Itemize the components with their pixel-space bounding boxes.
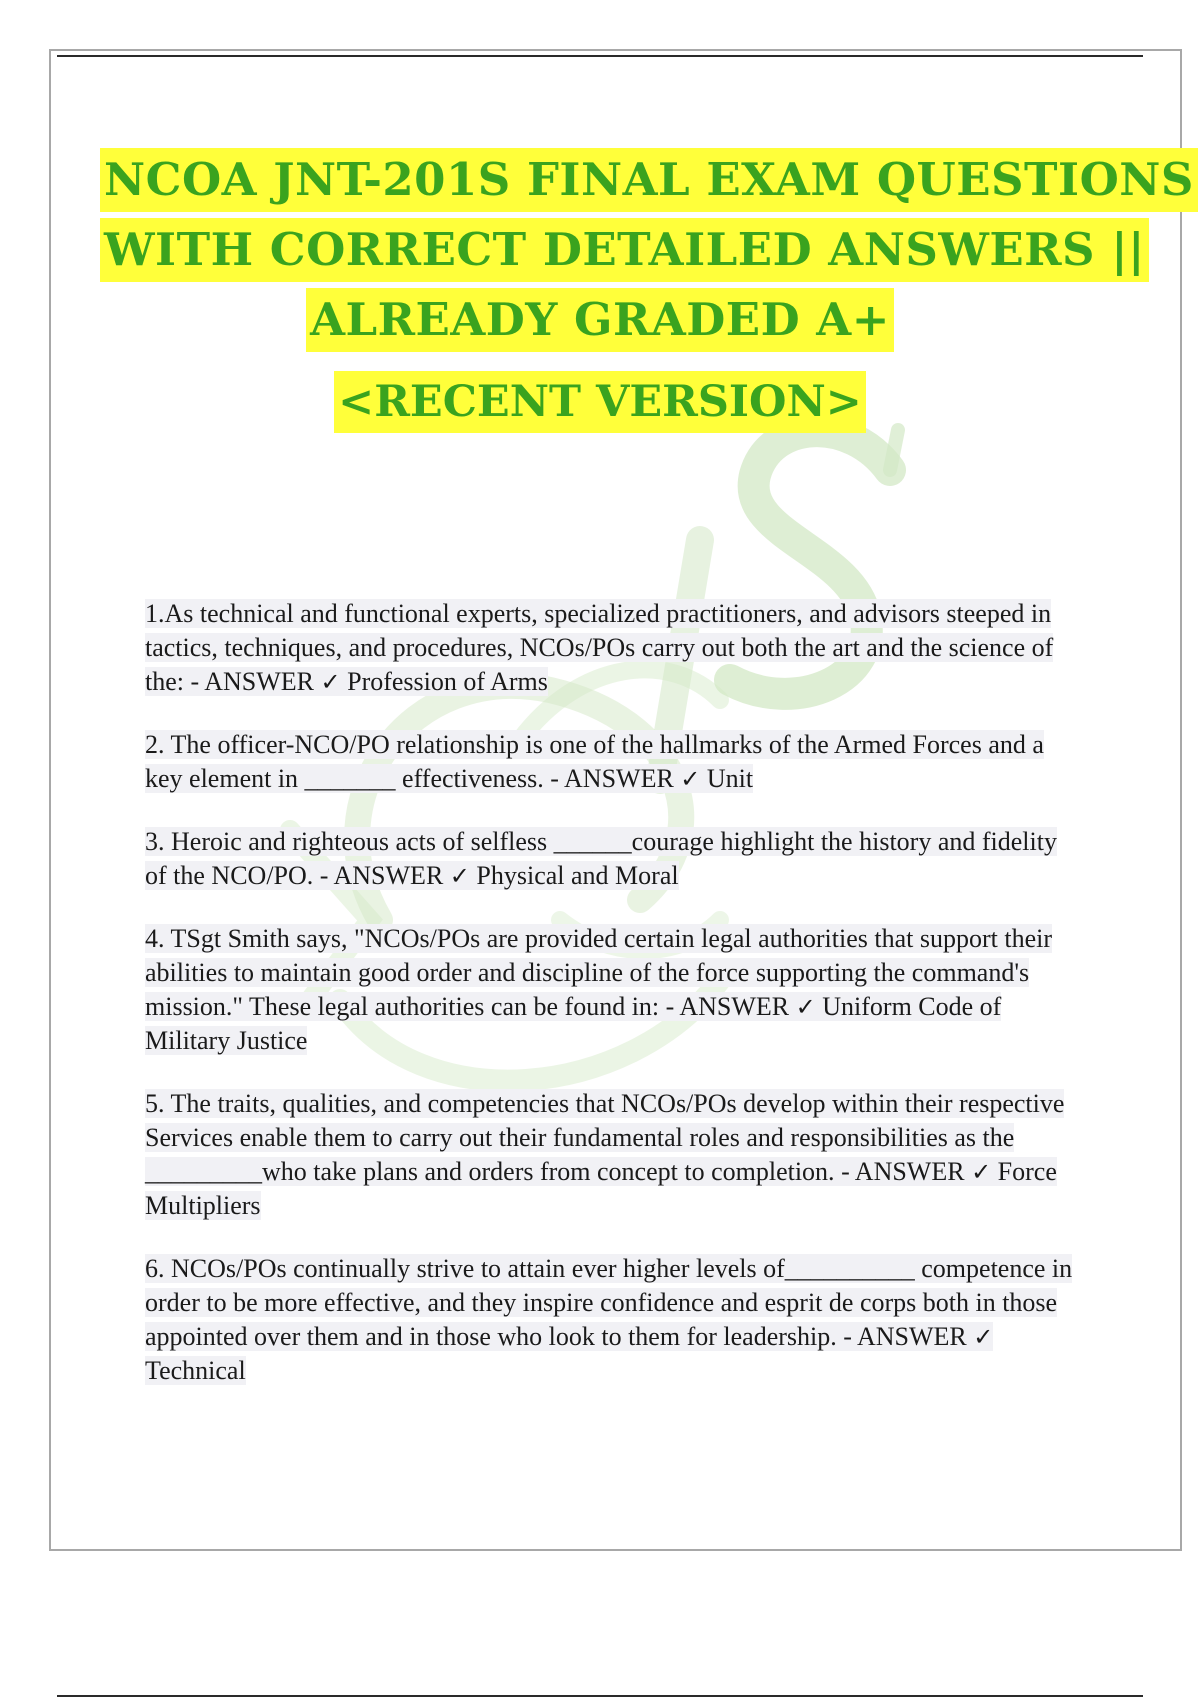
answer-text: Physical and Moral <box>476 861 679 890</box>
document-title <box>100 145 1194 355</box>
answer-prefix: - ANSWER <box>550 764 674 793</box>
question-text: 2. The officer-NCO/PO relationship is one of the hallmarks of the Armed Forces and a key element in _______ effectiveness. <box>145 730 1044 793</box>
answer-prefix: - ANSWER <box>843 1322 967 1351</box>
check-icon: ✓ <box>680 765 701 793</box>
answer-text: Unit <box>706 764 754 793</box>
answer-text: Uniform Code of Military Justice <box>145 992 1002 1055</box>
question-item-1 <box>145 597 1085 699</box>
question-item-4 <box>145 922 1085 1058</box>
title-line-1: NCOA JNT-201S FINAL EXAM QUESTIONS <box>100 148 1198 212</box>
answer-prefix: - ANSWER <box>841 1157 965 1186</box>
check-icon: ✓ <box>795 993 816 1021</box>
question-item-3 <box>145 825 1085 893</box>
answer-text: Technical <box>145 1356 246 1385</box>
bottom-rule <box>57 1695 1143 1697</box>
top-rule <box>57 55 1143 57</box>
title-line-3: ALREADY GRADED A+ <box>306 288 894 352</box>
answer-prefix: - ANSWER <box>190 667 314 696</box>
check-icon: ✓ <box>449 862 470 890</box>
question-text: 6. NCOs/POs continually strive to attain ever higher levels of__________ competence in order to be more effective, and they inspire confidence and esprit de corps both in those appointed over them and in those who look to them for leadership. <box>145 1254 1073 1351</box>
answer-text: Profession of Arms <box>347 667 548 696</box>
question-text: 1.As technical and functional experts, specialized practitioners, and advisors steeped in tactics, techniques, and procedures, NCOs/POs carry out both the art and the science of the: <box>145 599 1054 696</box>
question-item-5 <box>145 1087 1085 1223</box>
question-item-2 <box>145 728 1085 796</box>
question-list <box>145 597 1085 1417</box>
answer-prefix: - ANSWER <box>319 861 444 890</box>
question-text: 3. Heroic and righteous acts of selfless ______courage highlight the history and fidelity of the NCO/PO. <box>145 827 1057 890</box>
answer-text: Force Multipliers <box>145 1157 1057 1220</box>
question-item-6 <box>145 1252 1085 1388</box>
subtitle-text: <RECENT VERSION> <box>334 371 866 433</box>
question-text: 4. TSgt Smith says, "NCOs/POs are provided certain legal authorities that support their abilities to maintain good order and discipline of the force supporting the command's mission." These legal authorities can be found in: <box>145 924 1053 1021</box>
question-text: 5. The traits, qualities, and competencies that NCOs/POs develop within their respective Services enable them to carry out their fundamental roles and responsibilities as the _________who take plans and orders from concept to completion. <box>145 1089 1065 1186</box>
answer-prefix: - ANSWER <box>665 992 790 1021</box>
title-line-2: WITH CORRECT DETAILED ANSWERS || <box>100 218 1149 282</box>
document-subtitle <box>100 371 1100 433</box>
check-icon: ✓ <box>973 1323 994 1351</box>
check-icon: ✓ <box>320 668 341 696</box>
check-icon: ✓ <box>971 1158 992 1186</box>
